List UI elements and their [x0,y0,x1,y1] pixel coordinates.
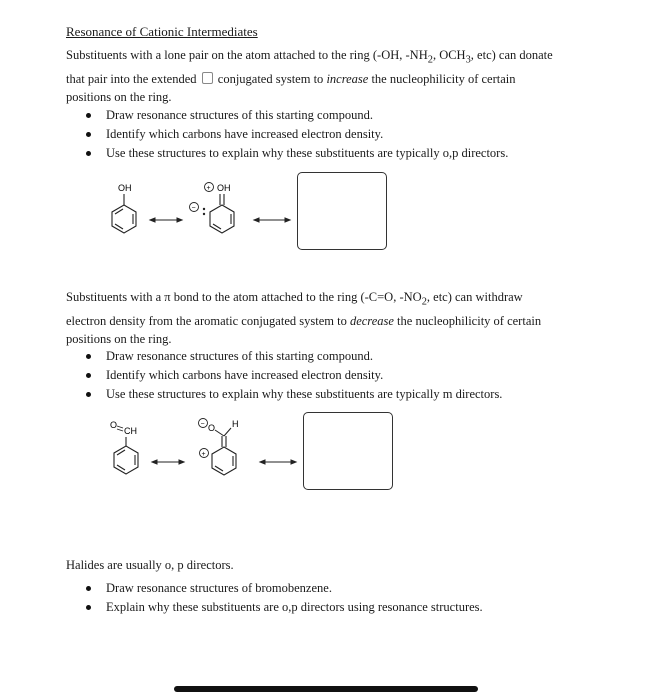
home-indicator[interactable] [174,686,478,692]
resonance-arrow [150,218,182,222]
resonance-arrow [152,460,184,464]
list-item: Explain why these substituents are o,p directors using resonance structures. [86,598,483,617]
missing-glyph-icon [202,72,213,84]
section1-paragraph: Substituents with a lone pair on the atom attached to the ring (-OH, $-NH_2$, $OCH_3$, etc) can donate that pair into the extended conjugated system to increase the nucleophilicity of certain positions on the ring. [66,48,553,104]
section3-paragraph: Halides are usually o, p directors. [66,558,234,572]
list-item: Draw resonance structures of this starting compound. [86,106,508,125]
answer-box[interactable] [303,412,393,490]
resonance-arrow [260,460,296,464]
section1-bullet-list [86,106,508,163]
list-item: Draw resonance structures of bromobenzene. [86,579,483,598]
lone-pair-dot [203,213,205,215]
answer-box[interactable] [297,172,387,250]
phenol-resonance-figure [100,176,300,246]
list-item: Identify which carbons have increased electron density. [86,366,502,385]
benzaldehyde-structure [114,437,138,474]
phenol-structure [112,194,136,233]
plus-sign: + [206,185,211,192]
ch-label: CH [124,426,137,436]
oh-label: OH [217,183,231,193]
section2-paragraph: Substituents with a π bond to the atom attached to the ring (-C=O, $-NO_2$, etc) can withdraw electron density from the aromatic conjugated system to decrease the nucleophilicity of certain positions on the ring. [66,290,542,346]
oxygen-label: O [110,420,118,430]
section3-bullet-list [86,579,483,617]
section2-bullet-list [86,347,502,404]
resonance-structure-2 [210,194,234,233]
list-item: Use these structures to explain why these substituents are typically m directors. [86,385,502,404]
minus-sign: − [191,205,196,212]
oxygen-label: O [208,423,216,433]
lone-pair-dot [203,208,205,210]
hydrogen-label: H [232,419,239,429]
list-item: Draw resonance structures of this starting compound. [86,347,502,366]
resonance-structure-2 [212,436,236,475]
oh-label: OH [118,183,132,193]
list-item: Identify which carbons have increased electron density. [86,125,508,144]
plus-sign: + [201,451,206,458]
minus-sign: − [200,421,205,428]
page-title: Resonance of Cationic Intermediates [66,24,258,39]
benzaldehyde-resonance-figure [100,414,310,486]
list-item: Use these structures to explain why these substituents are typically o,p directors. [86,144,508,163]
resonance-arrow [254,218,290,222]
